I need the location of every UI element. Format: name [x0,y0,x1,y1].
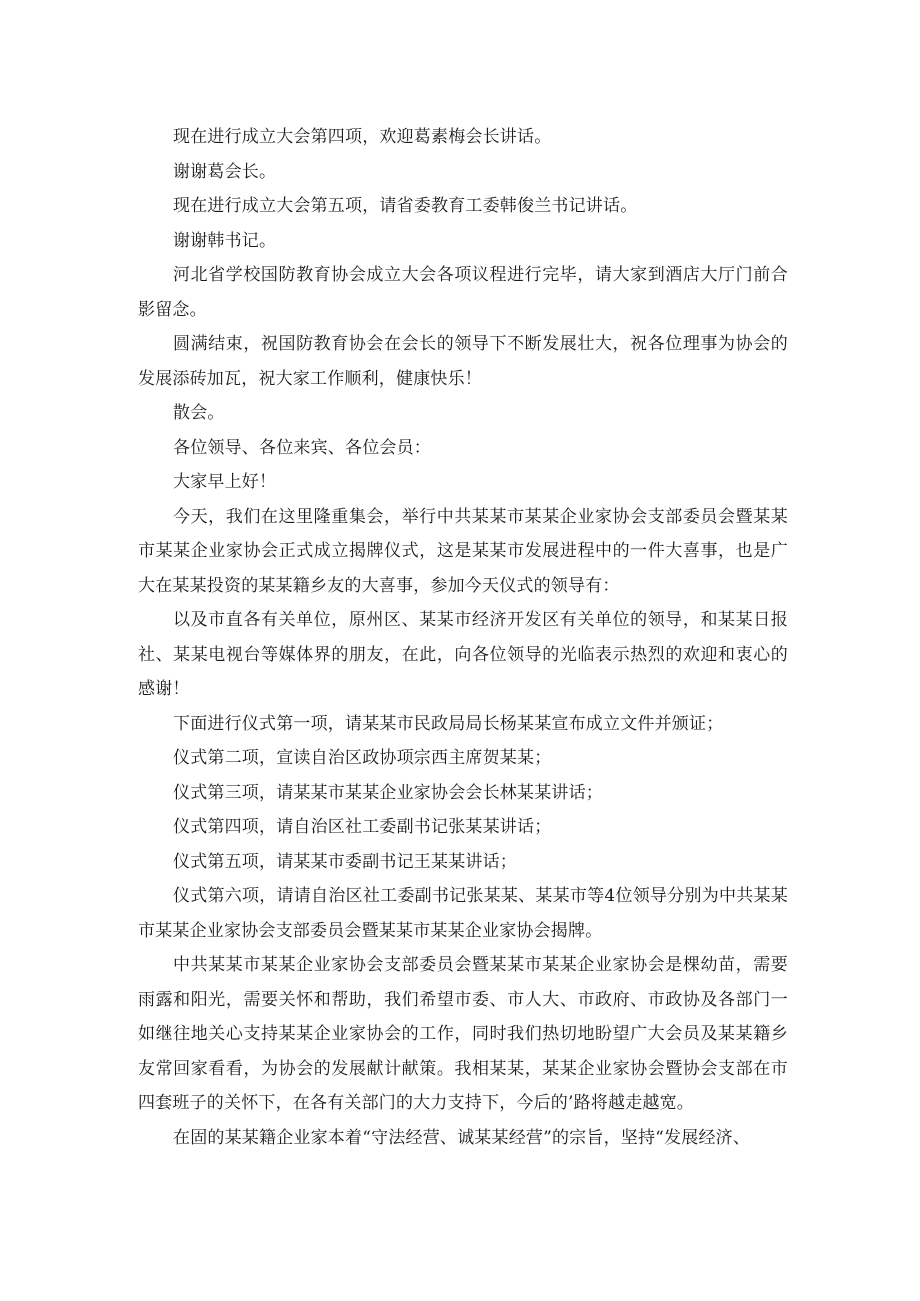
paragraph: 散会。 [173,403,225,423]
paragraph: 河北省学校国防教育协会成立大会各项议程进行完毕，请大家到酒店大厅门前合影留念。 [138,265,788,320]
paragraph: 下面进行仪式第一项，请某某市民政局局长杨某某宣布成立文件并颁证； [173,713,724,734]
paragraph: 现在进行成立大会第五项，请省委教育工委韩俊兰书记讲话。 [173,196,638,216]
paragraph: 仪式第三项，请某某市某某企业家协会会长林某某讲话； [173,782,603,803]
paragraph: 今天，我们在这里隆重集会，举行中共某某市某某企业家协会支部委员会暨某某市某某企业家协会正式成立揭牌仪式，这是某某市发展进程中的一件大喜事，也是广大在某某投资的某某籍乡友的大喜事，参加今天仪式的领导有： [138,506,788,596]
paragraph: 谢谢葛会长。 [173,161,277,182]
paragraph: 仪式第六项，请请自治区社工委副书记张某某、某某市等4位领导分别为中共某某市某某企业家协会支部委员会暨某某市某某企业家协会揭牌。 [138,886,788,941]
paragraph: 谢谢韩书记。 [173,230,277,251]
paragraph: 现在进行成立大会第四项，欢迎葛素梅会长讲话。 [173,127,552,147]
paragraph: 圆满结束，祝国防教育协会在会长的领导下不断发展壮大，祝各位理事为协会的发展添砖加瓦，祝大家工作顺利，健康快乐！ [138,334,788,389]
paragraph: 中共某某市某某企业家协会支部委员会暨某某市某某企业家协会是棵幼苗，需要雨露和阳光，需要关怀和帮助，我们希望市委、市人大、市政府、市政协及各部门一如继往地关心支持某某企业家协会的工作，同时我们热切地盼望广大会员及某某籍乡友常回家看看，为协会的发展献计献策。我相某某，某某企业家协会暨协会支部在市四套班子的关怀下，在各有关部门的大力支持下，今后的’路将越走越宽。 [138,955,788,1113]
paragraph: 大家早上好！ [173,472,277,492]
paragraph: 仪式第五项，请某某市委副书记王某某讲话； [173,851,517,872]
paragraph: 仪式第二项，宣读自治区政协项宗西主席贺某某； [173,748,552,768]
paragraph: 以及市直各有关单位，原州区、某某市经济开发区有关单位的领导，和某某日报社、某某电视台等媒体界的朋友，在此，向各位领导的光临表示热烈的欢迎和衷心的感谢！ [138,610,788,699]
paragraph: 各位领导、各位来宾、各位会员： [173,437,431,458]
document-body [138,120,788,1155]
paragraph: 在固的某某籍企业家本着“守法经营、诚某某经营”的宗旨，坚持“发展经济、 [173,1127,751,1148]
paragraph: 仪式第四项，请自治区社工委副书记张某某讲话； [173,817,552,837]
